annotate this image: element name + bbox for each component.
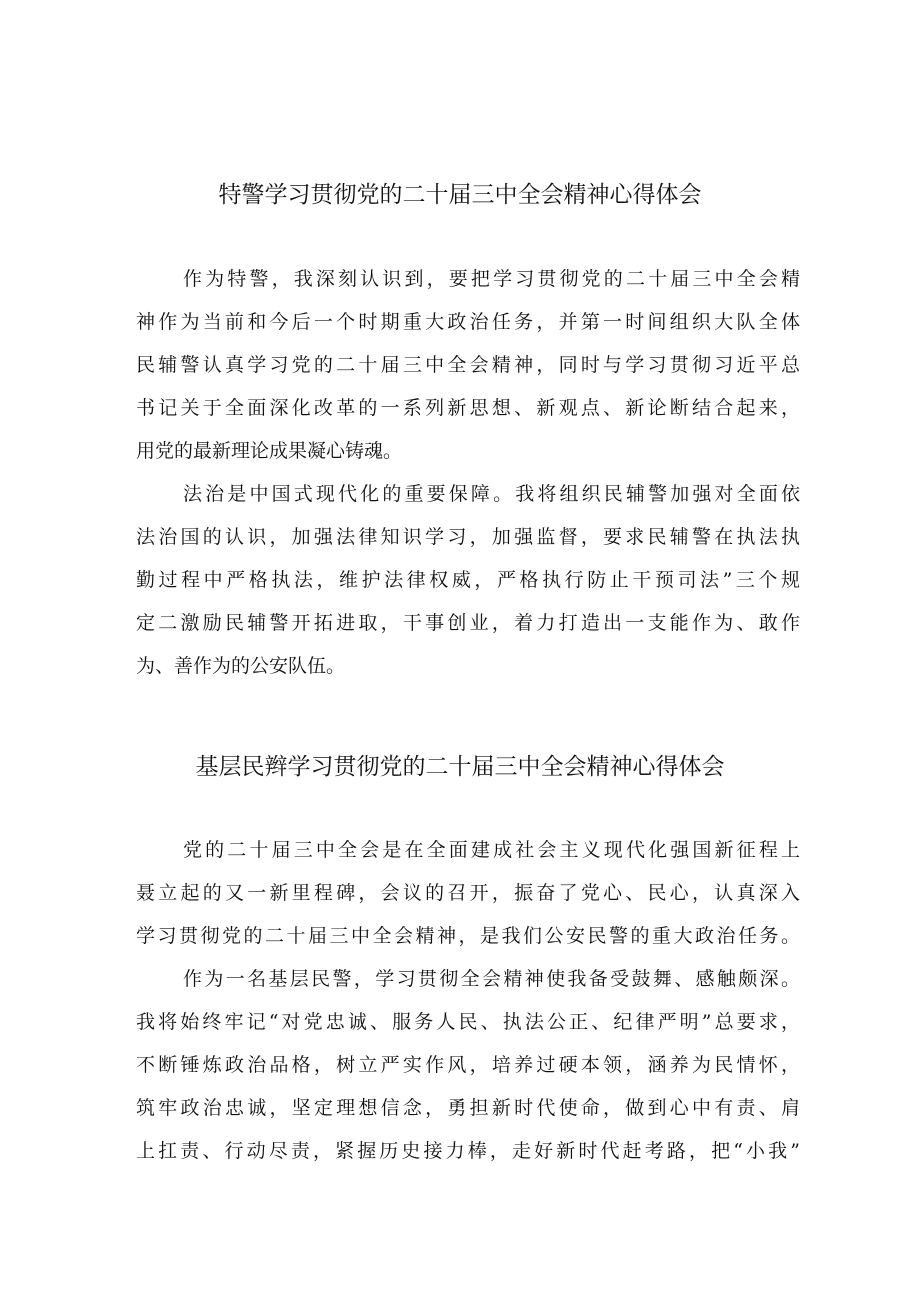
section-1-title: 特警学习贯彻党的二十届三中全会精神心得体会 bbox=[218, 182, 702, 208]
section-1-paragraph-1-line: 书记关于全面深化改革的一系列新思想、新观点、新论断结合起来， bbox=[136, 397, 800, 419]
section-1-paragraph-1-line: 作为特警，我深刻认识到，要把学习贯彻党的二十届三中全会精 bbox=[183, 268, 800, 290]
section-2-paragraph-2-line: 我将始终牢记“对党忠诚、服务人民、执法公正、纪律严明”总要求， bbox=[136, 1011, 800, 1033]
section-1-paragraph-2-line: 法治国的认识，加强法律知识学习，加强监督，要求民辅警在执法执 bbox=[136, 526, 800, 548]
section-1-paragraph-1-line: 用党的最新理论成果凝心铸魂。 bbox=[136, 440, 403, 462]
section-2-paragraph-1-line: 聂立起的又一新里程碑，会议的召开，振奋了党心、民心，认真深入 bbox=[136, 882, 800, 904]
section-2-paragraph-1-line: 党的二十届三中全会是在全面建成社会主义现代化强国新征程上 bbox=[183, 839, 800, 861]
section-1-paragraph-1-line: 神作为当前和今后一个时期重大政治任务，并第一时间组织大队全体 bbox=[136, 311, 800, 333]
section-1-paragraph-2-line: 定二激励民辅警开拓进取，干事创业，着力打造出一支能作为、敢作 bbox=[136, 612, 800, 634]
section-2-paragraph-2-line: 不断锤炼政治品格，树立严实作风，培养过硬本领，涵养为民情怀， bbox=[136, 1054, 800, 1076]
section-1-paragraph-2-line: 勤过程中严格执法，维护法律权威，严格执行防止干预司法”三个规 bbox=[136, 569, 800, 591]
section-1-paragraph-2-line: 为、善作为的公安队伍。 bbox=[136, 655, 346, 677]
section-1-paragraph-1-line: 民辅警认真学习党的二十届三中全会精神，同时与学习贯彻习近平总 bbox=[136, 354, 800, 376]
section-2-paragraph-2-line: 上扛责、行动尽责，紧握历史接力棒，走好新时代赶考路，把“小我” bbox=[136, 1140, 800, 1162]
section-2-paragraph-1-line: 学习贯彻党的二十届三中全会精神，是我们公安民警的重大政治任务。 bbox=[136, 925, 800, 947]
section-2-paragraph-2-line: 作为一名基层民警，学习贯彻全会精神使我备受鼓舞、感触颇深。 bbox=[183, 968, 800, 990]
section-1-paragraph-2-line: 法治是中国式现代化的重要保障。我将组织民辅警加强对全面依 bbox=[183, 483, 800, 505]
section-2-paragraph-2-line: 筑牢政治忠诚，坚定理想信念，勇担新时代使命，做到心中有责、肩 bbox=[136, 1097, 800, 1119]
section-2-title: 基层民辫学习贯彻党的二十届三中全会精神心得体会 bbox=[195, 754, 725, 780]
